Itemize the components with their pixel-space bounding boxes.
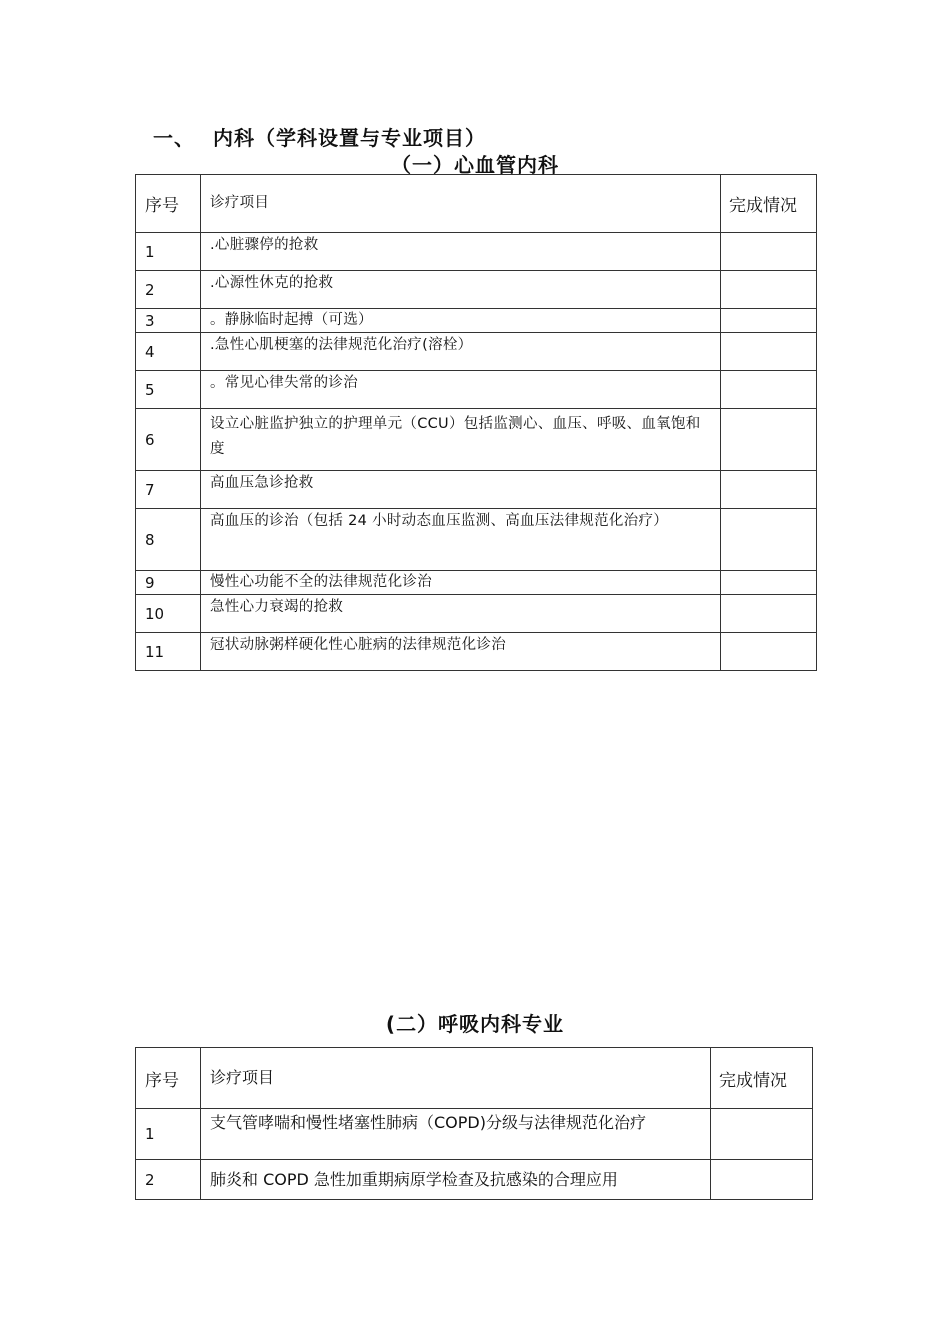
row-seq: 3 (136, 309, 201, 333)
section1-title: （一）心血管内科 (391, 153, 559, 177)
row-done (711, 1160, 813, 1200)
row-seq: 10 (136, 595, 201, 633)
header-seq: 序号 (136, 1048, 201, 1109)
row-done (721, 633, 817, 671)
row-done (721, 471, 817, 509)
row-seq: 8 (136, 509, 201, 571)
row-done (721, 333, 817, 371)
heading-title: 内科（学科设置与专业项目） (213, 126, 486, 150)
row-seq: 7 (136, 471, 201, 509)
table-row (136, 409, 817, 471)
table-header-row (136, 175, 817, 233)
heading-number: 一、 (153, 126, 195, 150)
row-item: 设立心脏监护独立的护理单元（CCU）包括监测心、血压、呼吸、血氧饱和度 (201, 409, 721, 471)
row-item: 高血压急诊抢救 (201, 471, 721, 509)
table-row (136, 633, 817, 671)
row-done (721, 309, 817, 333)
row-item: 。常见心律失常的诊治 (201, 371, 721, 409)
row-done (721, 595, 817, 633)
table-row (136, 571, 817, 595)
main-heading (153, 122, 486, 151)
row-item: 。静脉临时起搏（可选） (201, 309, 721, 333)
header-seq: 序号 (136, 175, 201, 233)
cardiology-table (135, 174, 817, 671)
row-item: 慢性心功能不全的法律规范化诊治 (201, 571, 721, 595)
row-done (721, 409, 817, 471)
row-seq: 5 (136, 371, 201, 409)
row-item: .心源性休克的抢救 (201, 271, 721, 309)
row-item: .急性心肌梗塞的法律规范化治疗(溶栓） (201, 333, 721, 371)
row-seq: 2 (136, 271, 201, 309)
row-seq: 4 (136, 333, 201, 371)
table-row (136, 309, 817, 333)
row-item: 高血压的诊治（包括 24 小时动态血压监测、高血压法律规范化治疗） (201, 509, 721, 571)
header-done: 完成情况 (711, 1048, 813, 1109)
row-item: 冠状动脉粥样硬化性心脏病的法律规范化诊治 (201, 633, 721, 671)
row-done (721, 571, 817, 595)
header-item: 诊疗项目 (201, 175, 721, 233)
table-row (136, 1160, 813, 1200)
row-item: 急性心力衰竭的抢救 (201, 595, 721, 633)
row-seq: 1 (136, 233, 201, 271)
table-row (136, 271, 817, 309)
row-seq: 9 (136, 571, 201, 595)
row-item: 支气管哮喘和慢性堵塞性肺病（COPD)分级与法律规范化治疗 (201, 1109, 711, 1160)
table-row (136, 371, 817, 409)
respiratory-table (135, 1047, 813, 1200)
row-seq: 2 (136, 1160, 201, 1200)
row-done (721, 509, 817, 571)
row-seq: 6 (136, 409, 201, 471)
table-row (136, 1109, 813, 1160)
header-done: 完成情况 (721, 175, 817, 233)
row-done (711, 1109, 813, 1160)
table-row (136, 595, 817, 633)
row-seq: 11 (136, 633, 201, 671)
table-row (136, 233, 817, 271)
row-seq: 1 (136, 1109, 201, 1160)
table-row (136, 509, 817, 571)
table-header-row (136, 1048, 813, 1109)
row-item: 肺炎和 COPD 急性加重期病原学检查及抗感染的合理应用 (201, 1160, 711, 1200)
table-row (136, 471, 817, 509)
row-item: .心脏骤停的抢救 (201, 233, 721, 271)
row-done (721, 271, 817, 309)
header-item: 诊疗项目 (201, 1048, 711, 1109)
row-done (721, 233, 817, 271)
table-row (136, 333, 817, 371)
row-done (721, 371, 817, 409)
section2-title: (二）呼吸内科专业 (385, 1012, 565, 1036)
